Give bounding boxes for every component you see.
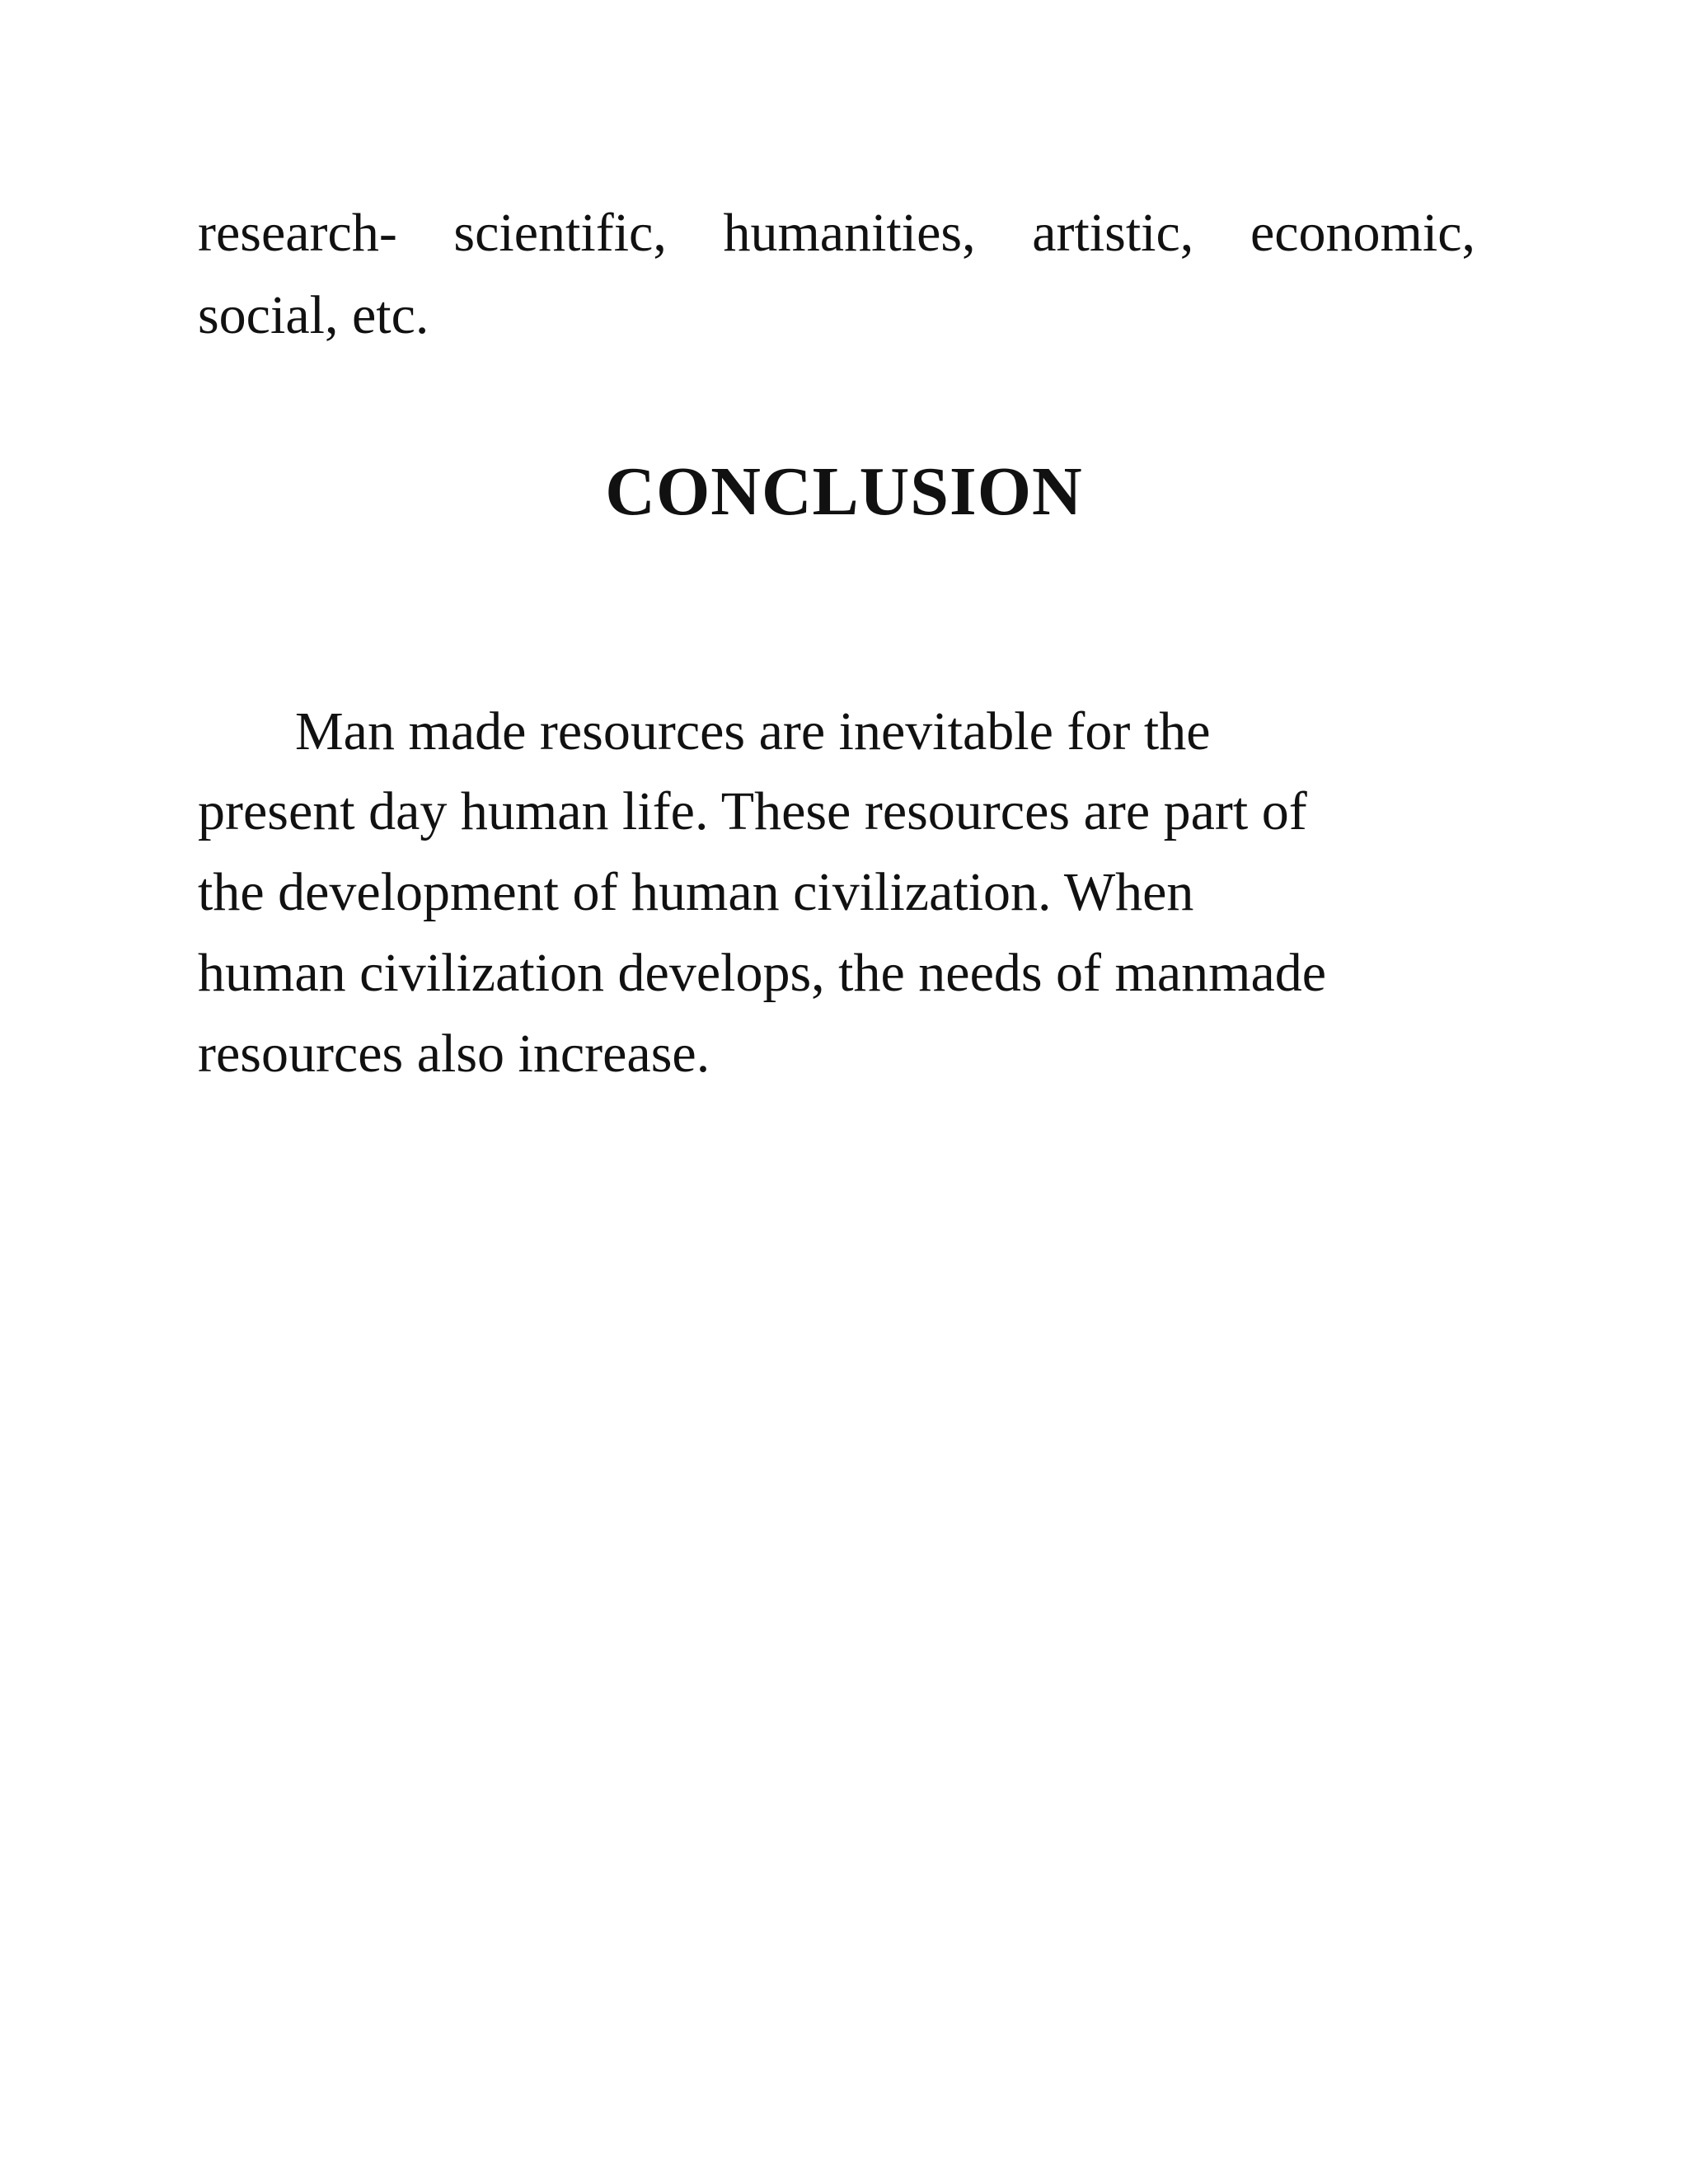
section-heading: CONCLUSION <box>605 453 1083 530</box>
intro-paragraph-line: research- scientific, humanities, artistic, economic, <box>198 203 1475 263</box>
conclusion-paragraph-line: present day human life. These resources are part of <box>198 781 1307 841</box>
intro-paragraph-line: social, etc. <box>198 285 429 345</box>
conclusion-paragraph-line: the development of human civilization. When <box>198 862 1194 922</box>
conclusion-paragraph-line: human civilization develops, the needs of manmade <box>198 943 1327 1003</box>
conclusion-paragraph-line: resources also increase. <box>198 1024 710 1084</box>
conclusion-paragraph-line: Man made resources are inevitable for the <box>295 701 1211 762</box>
